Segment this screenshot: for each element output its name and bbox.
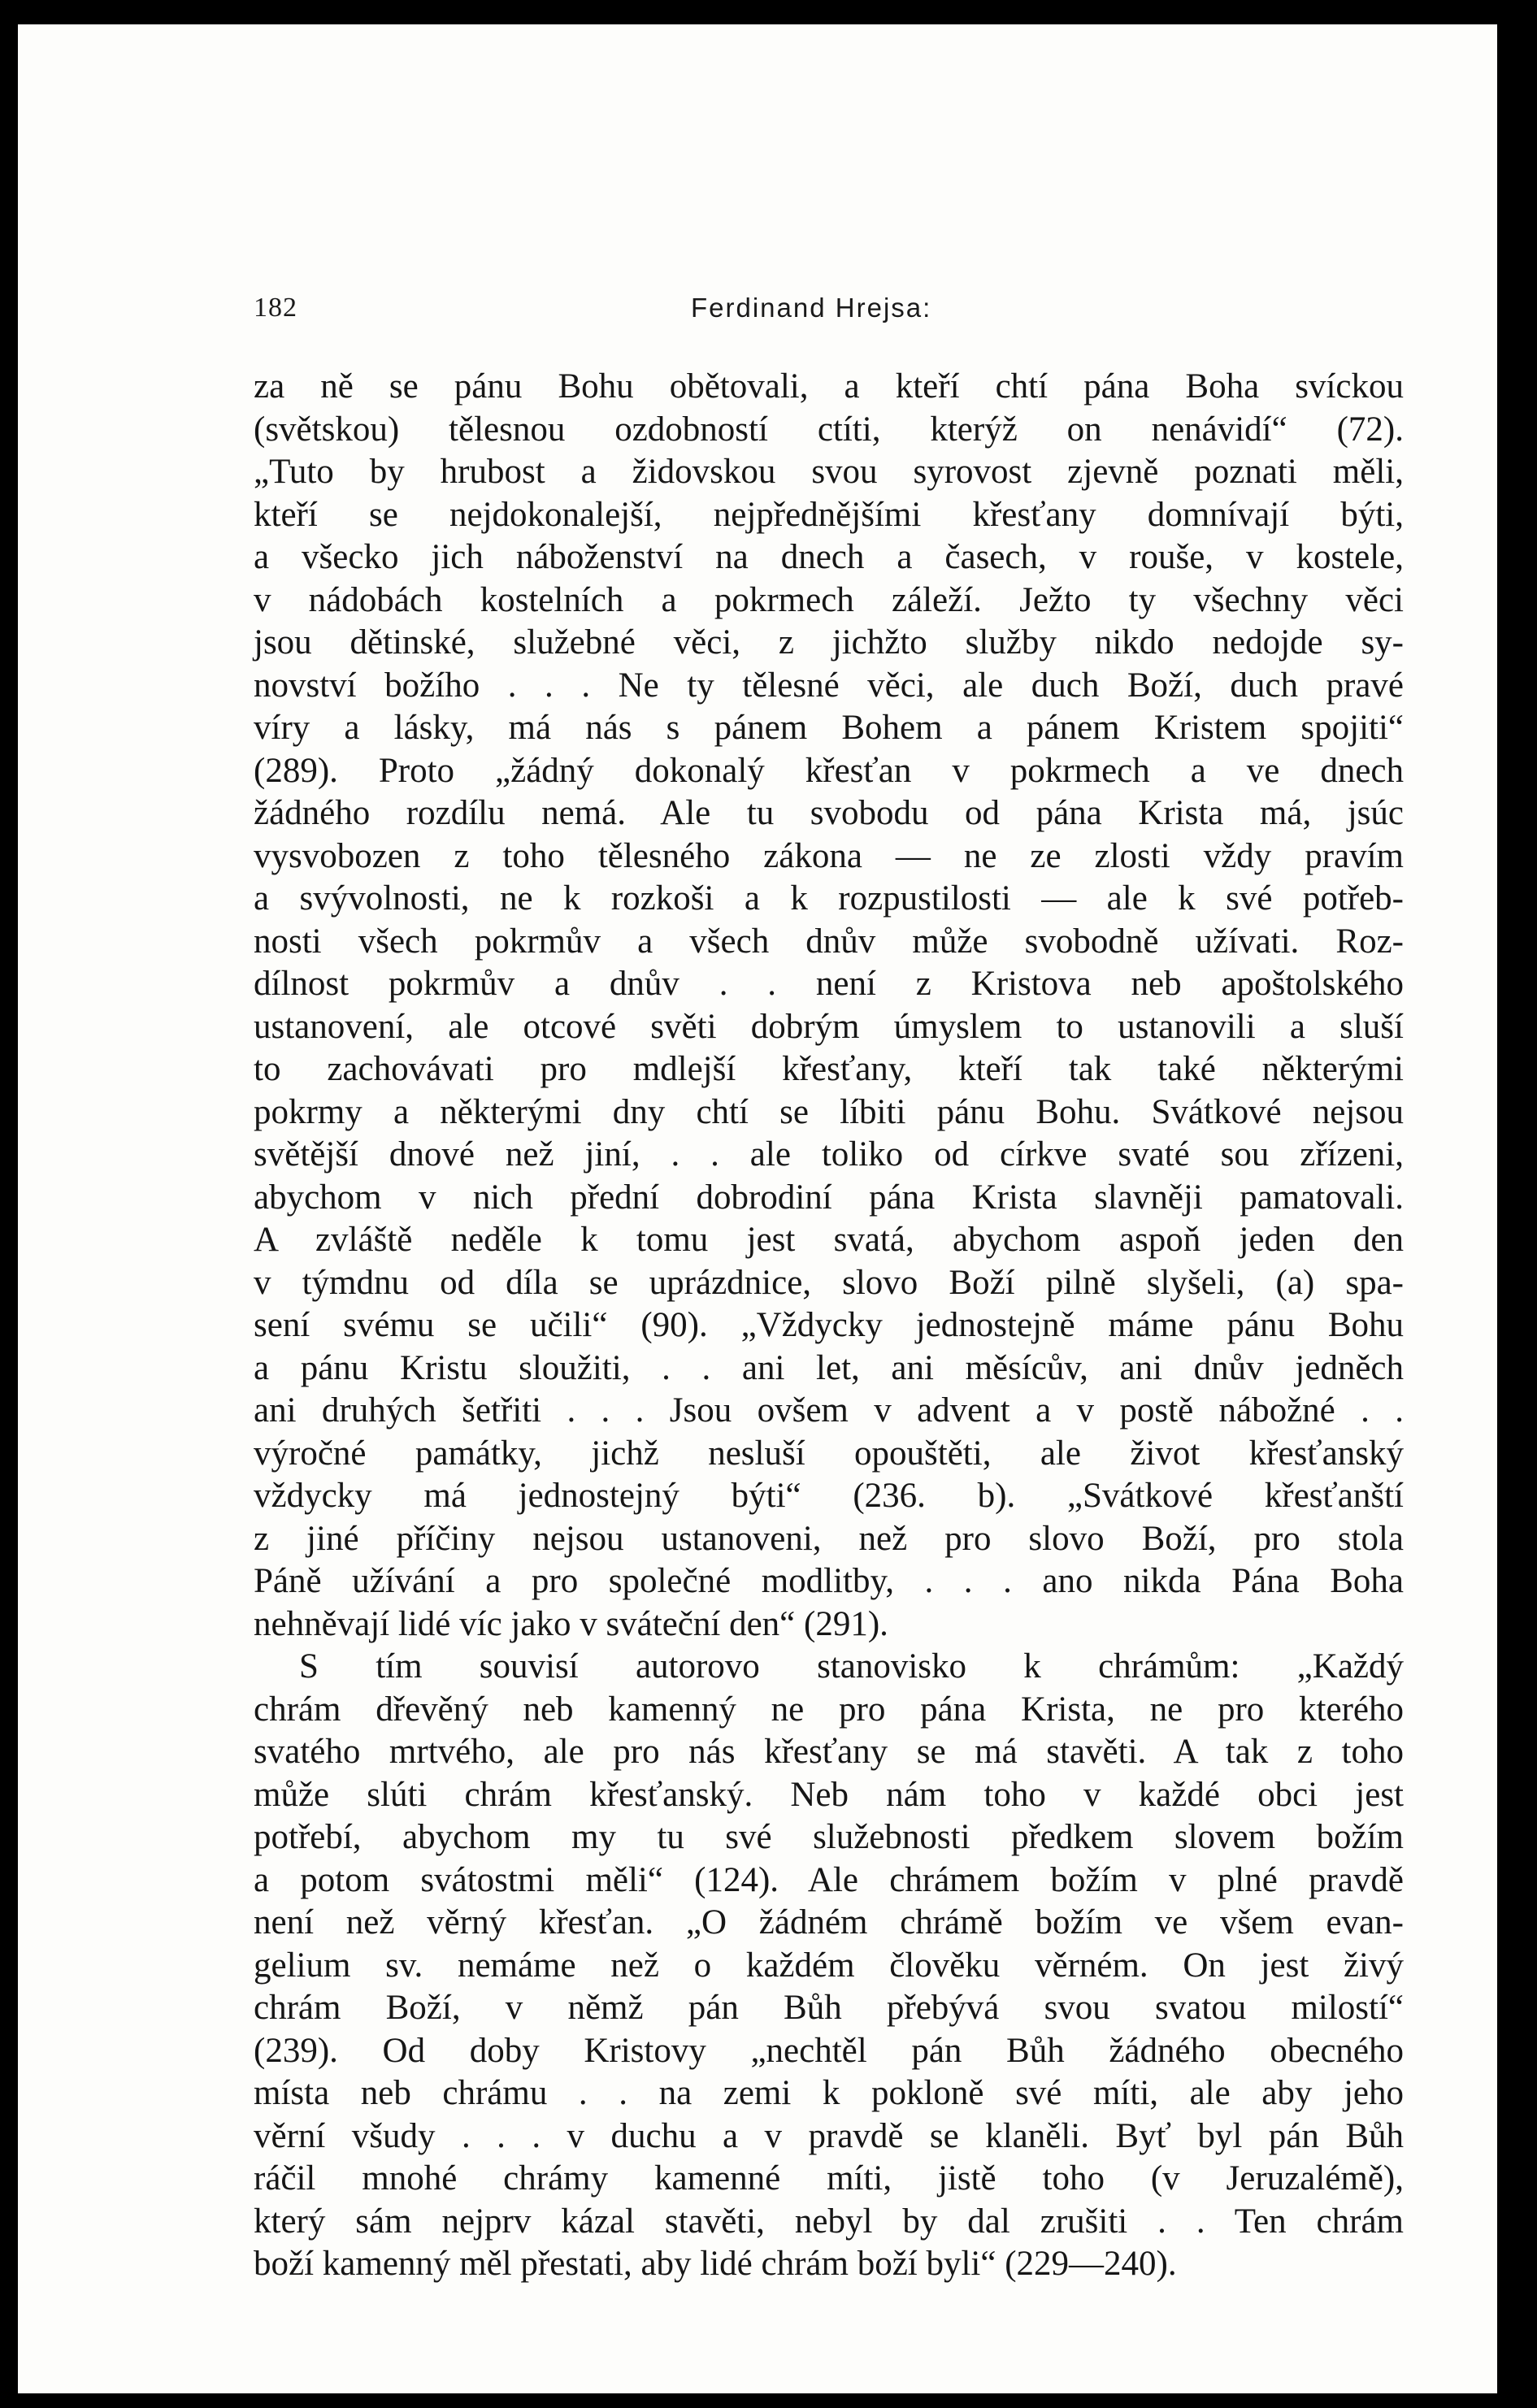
text-line: světější dnové než jiní, . . ale toliko od církve svaté sou zřízeni,	[254, 1135, 1404, 1174]
text-line: potřebí, abychom my tu své služebnosti předkem slovem božím	[254, 1818, 1404, 1856]
text-line: v nádobách kostelních a pokrmech záleží. Ježto ty všechny věci	[254, 580, 1404, 619]
text-line: abychom v nich přední dobrodiní pána Krista slavněji pamatovali.	[254, 1178, 1404, 1217]
paragraph	[254, 366, 1404, 1646]
text-line: jsou dětinské, služebné věci, z jichžto služby nikdo nedojde sy-	[254, 623, 1404, 662]
text-line: boží kamenný měl přestati, aby lidé chrám boží byli“ (229—240).	[254, 2245, 1177, 2283]
text-line: novství božího . . . Ne ty tělesné věci, ale duch Boží, duch pravé	[254, 666, 1404, 705]
text-line: není než věrný křesťan. „O žádném chrámě božím ve všem evan-	[254, 1903, 1404, 1942]
text-line: chrám dřevěný neb kamenný ne pro pána Krista, ne pro kterého	[254, 1690, 1404, 1729]
text-line: gelium sv. nemáme než o každém člověku věrném. On jest živý	[254, 1946, 1404, 1985]
text-line: vždycky má jednostejný býti“ (236. b). „Svátkové křesťanští	[254, 1477, 1404, 1515]
text-line: (289). Proto „žádný dokonalý křesťan v pokrmech a ve dnech	[254, 751, 1404, 790]
text-line: ustanovení, ale otcové světi dobrým úmyslem to ustanovili a sluší	[254, 1007, 1404, 1046]
text-line: v týmdnu od díla se uprázdnice, slovo Boží pilně slyšeli, (a) spa-	[254, 1263, 1404, 1302]
text-line: víry a lásky, má nás s pánem Bohem a pánem Kristem spojiti“	[254, 709, 1404, 747]
text-line: věrní všudy . . . v duchu a v pravdě se klaněli. Byť byl pán Bůh	[254, 2116, 1404, 2155]
book-page	[18, 24, 1497, 2393]
text-line: (světskou) tělesnou ozdobností ctíti, kterýž on nenávidí“ (72).	[254, 410, 1404, 449]
text-line: nehněvají lidé víc jako v sváteční den“ (291).	[254, 1604, 888, 1643]
text-line: a všecko jich náboženství na dnech a časech, v rouše, v kostele,	[254, 538, 1404, 576]
text-line: S tím souvisí autorovo stanovisko k chrámům: „Každý	[299, 1647, 1404, 1686]
text-line: ráčil mnohé chrámy kamenné míti, jistě toho (v Jeruzalémě),	[254, 2159, 1404, 2198]
text-line: dílnost pokrmův a dnův . . není z Kristova neb apoštolského	[254, 965, 1404, 1003]
text-line: a potom svátostmi měli“ (124). Ale chrámem božím v plné pravdě	[254, 1860, 1404, 1899]
running-head: Ferdinand Hrejsa:	[691, 293, 932, 323]
body-text	[254, 366, 1404, 2286]
text-line: za ně se pánu Bohu obětovali, a kteří chtí pána Boha svíckou	[254, 367, 1404, 406]
text-line: vysvobozen z toho tělesného zákona — ne ze zlosti vždy pravím	[254, 836, 1404, 875]
text-line: sení svému se učili“ (90). „Vždycky jednostejně máme pánu Bohu	[254, 1306, 1404, 1344]
page-header	[254, 293, 1392, 333]
text-line: to zachovávati pro mdlejší křesťany, kteří tak také některými	[254, 1050, 1404, 1088]
text-line: (239). Od doby Kristovy „nechtěl pán Bůh žádného obecného	[254, 2031, 1404, 2070]
text-line: „Tuto by hrubost a židovskou svou syrovost zjevně poznati měli,	[254, 453, 1404, 491]
text-line: z jiné příčiny nejsou ustanoveni, než pro slovo Boží, pro stola	[254, 1519, 1404, 1558]
text-line: výročné památky, jichž nesluší opouštěti, ale život křesťanský	[254, 1434, 1404, 1473]
text-line: který sám nejprv kázal stavěti, nebyl by dal zrušiti . . Ten chrám	[254, 2202, 1404, 2241]
text-line: ani druhých šetřiti . . . Jsou ovšem v advent a v postě nábožné . .	[254, 1391, 1404, 1430]
text-line: chrám Boží, v němž pán Bůh přebývá svou svatou milostí“	[254, 1989, 1404, 2027]
text-line: místa neb chrámu . . na zemi k pokloně své míti, ale aby jeho	[254, 2074, 1404, 2112]
text-line: pokrmy a některými dny chtí se líbiti pánu Bohu. Svátkové nejsou	[254, 1092, 1404, 1131]
text-line: žádného rozdílu nemá. Ale tu svobodu od pána Krista má, jsúc	[254, 794, 1404, 832]
text-line: nosti všech pokrmův a všech dnův může svobodně užívati. Roz-	[254, 922, 1404, 961]
text-line: svatého mrtvého, ale pro nás křesťany se má stavěti. A tak z toho	[254, 1733, 1404, 1771]
text-line: A zvláště neděle k tomu jest svatá, abychom aspoň jeden den	[254, 1221, 1404, 1259]
text-line: může slúti chrám křesťanský. Neb nám toho v každé obci jest	[254, 1775, 1404, 1814]
text-line: kteří se nejdokonalejší, nejpřednějšími křesťany domnívají býti,	[254, 495, 1404, 534]
text-line: Páně užívání a pro společné modlitby, . . . ano nikda Pána Boha	[254, 1562, 1404, 1600]
text-line: a svývolnosti, ne k rozkoši a k rozpustilosti — ale k své potřeb-	[254, 879, 1404, 918]
text-line: a pánu Kristu sloužiti, . . ani let, ani měsícův, ani dnův jedněch	[254, 1348, 1404, 1387]
page-number: 182	[254, 293, 297, 323]
paragraph	[254, 1646, 1404, 2286]
